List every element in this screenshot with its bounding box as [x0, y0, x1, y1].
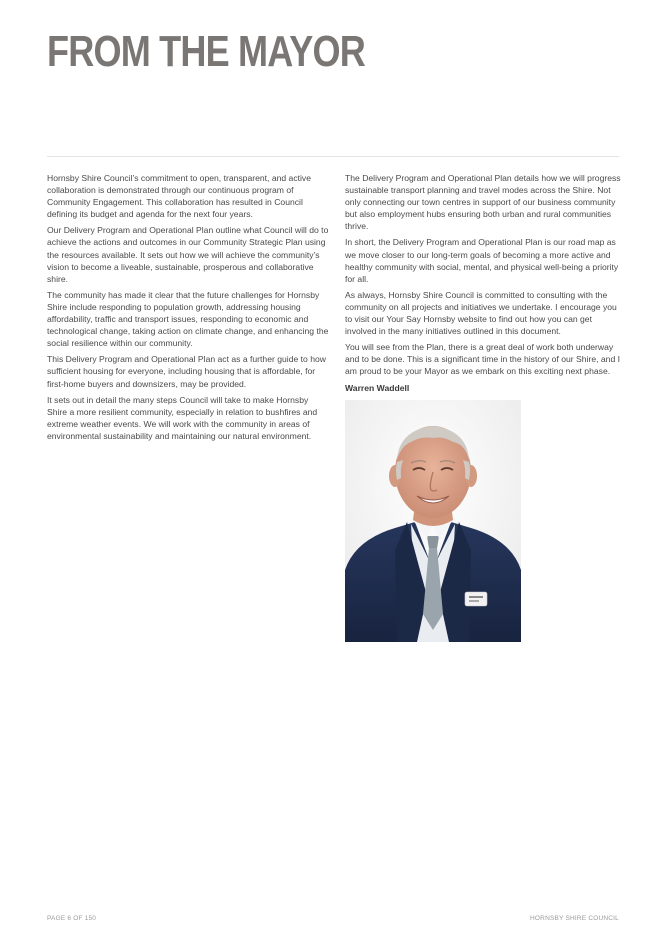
page-title: FROM THE MAYOR [47, 27, 365, 76]
mayor-portrait-photo [345, 400, 521, 642]
portrait-illustration [345, 400, 521, 642]
header-divider [47, 156, 619, 157]
body-paragraph: The community has made it clear that the future challenges for Hornsby Shire include responding to population growth, addressing housing affordability, traffic and transport issues, responding to economic and technological change, taking action on climate change, and enhancing the social resilience within our community. [47, 289, 329, 349]
body-paragraph: In short, the Delivery Program and Operational Plan is our road map as we move closer to our long-term goals of becoming a more active and healthy community with social, mental, and physical well-being a priority for all. [345, 237, 619, 284]
body-paragraph: Our Delivery Program and Operational Plan outline what Council will do to achieve the actions and outcomes in our Community Strategic Plan using the resources available. It sets out how we will achieve the community’s vision to become a liveable, sustainable, prosperous and collaborative shire. [47, 225, 329, 284]
body-paragraph: This Delivery Program and Operational Plan act as a further guide to how sufficient housing for everyone, including housing that is affordable, for first-home buyers and downsizers, may be provided. [47, 354, 326, 389]
footer-organisation: HORNSBY SHIRE COUNCIL [530, 915, 619, 922]
footer-page-number: PAGE 6 OF 150 [47, 915, 97, 922]
signature-name: Warren Waddell [345, 382, 410, 393]
body-paragraph: It sets out in detail the many steps Council will take to make Hornsby Shire a more resilient community, especially in relation to bushfires and extreme weather events. We will work with the community in areas of environmental sustainability and maintaining our natural environment. [47, 394, 318, 441]
body-paragraph: The Delivery Program and Operational Plan details how we will progress sustainable transport planning and travel modes across the Shire. Not only connecting our town centres in support of our business community but also employment hubs ensuring both urban and rural communities thrive. [345, 173, 621, 232]
body-paragraph: You will see from the Plan, there is a great deal of work both underway and to be done. This is a significant time in the history of our Shire, and I am proud to be your Mayor as we embark on this exciting next phase. [345, 342, 620, 377]
body-paragraph: As always, Hornsby Shire Council is committed to consulting with the community on all projects and initiatives we undertake. I encourage you to visit our Your Say Hornsby website to find out how you can get involved in the many initiatives outlined in this document. [345, 289, 617, 337]
right-column [345, 172, 623, 410]
left-column [47, 172, 329, 446]
body-paragraph: Hornsby Shire Council’s commitment to open, transparent, and active collaboration is demonstrated through our continuous program of Community Engagement. This collaboration has resulted in Council defining its budget and agenda for the next four years. [47, 173, 311, 220]
